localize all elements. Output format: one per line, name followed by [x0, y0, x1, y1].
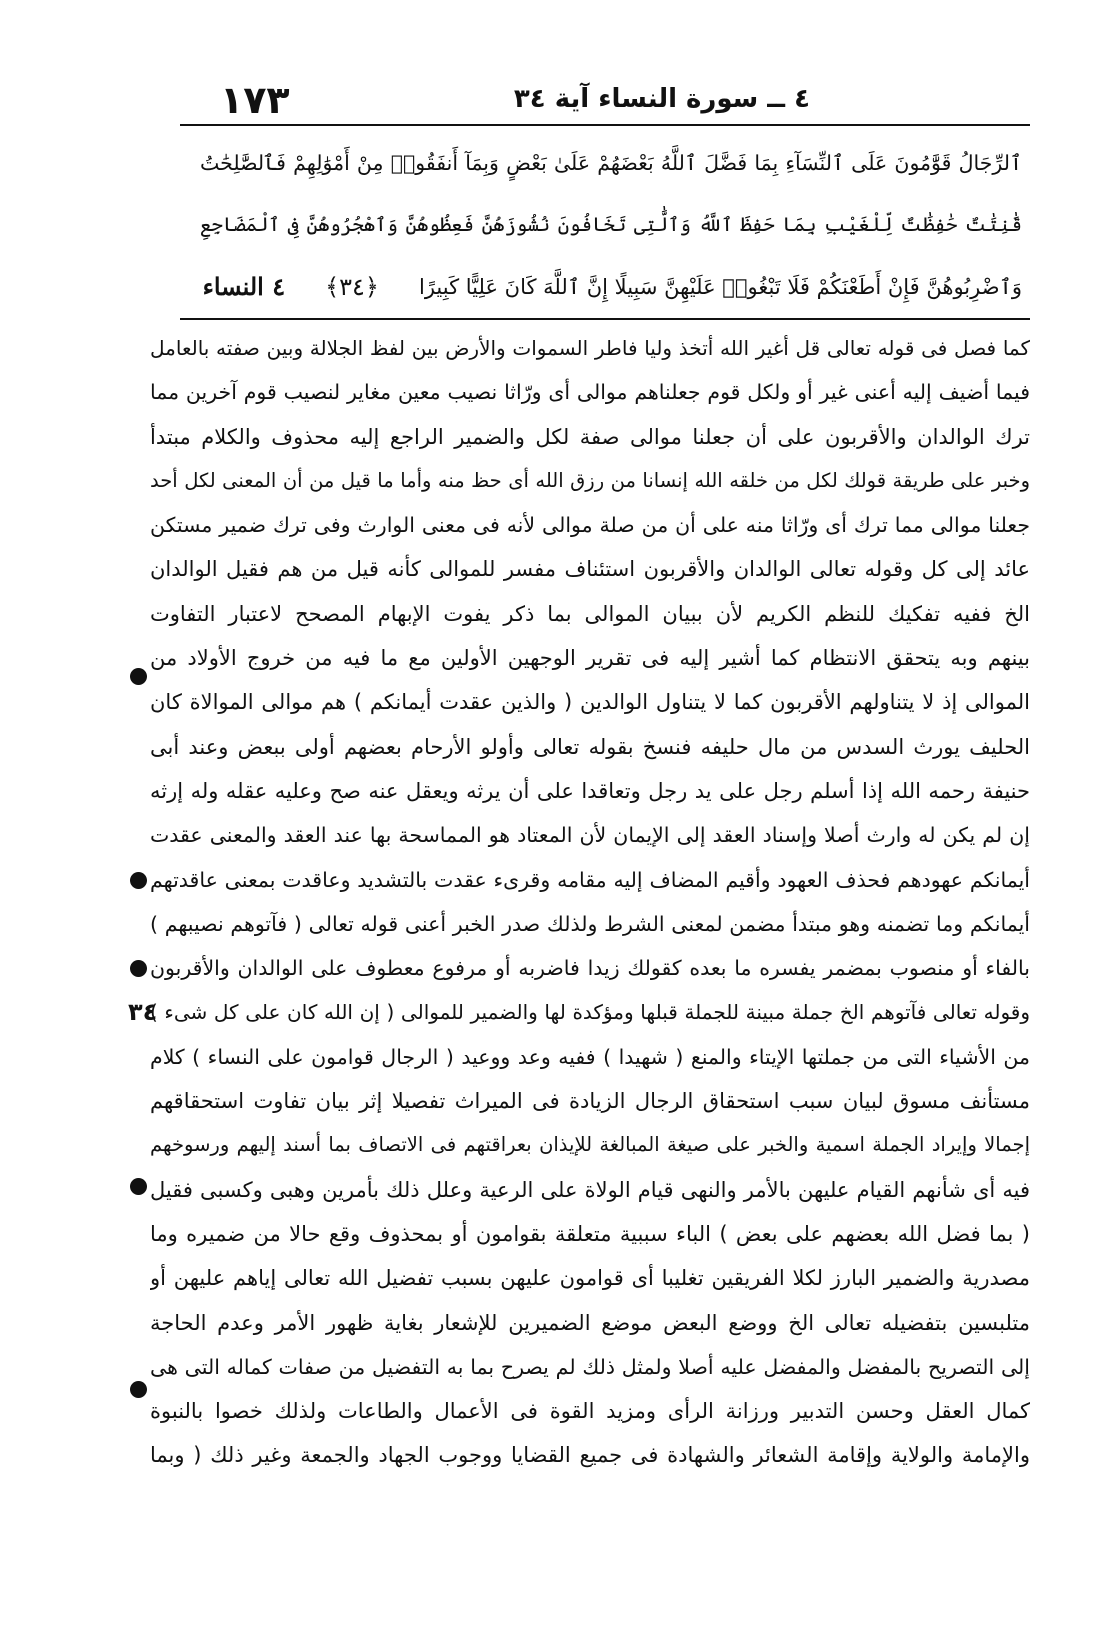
margin-bullet	[130, 668, 147, 685]
commentary-line: ( بما فضل الله بعضهم على بعض ) الباء سببية متعلقة بقوامون أو بمحذوف وقع حالا من ضميره وما	[150, 1221, 1030, 1246]
verse-rule	[180, 318, 1030, 320]
margin-bullet	[130, 960, 147, 977]
ayah-number-marker: ﴿٣٤﴾	[325, 273, 379, 301]
margin-bullet	[130, 1381, 147, 1398]
commentary-line: وخبر على طريقة قولك لكل من خلقه الله إنسانا من رزق الله أى حظ منه وأما ما قيل من أن المعنى لكل أحد	[150, 468, 1030, 492]
page-number: ١٧٣	[220, 78, 290, 122]
page-header	[180, 78, 1030, 124]
verse-text: وَٱضْرِبُوهُنَّ فَإِنْ أَطَعْنَكُمْ فَلَا تَبْغُوا۟ عَلَيْهِنَّ سَبِيلًا إِنَّ ٱللَّهَ كَانَ عَلِيًّا كَبِيرًا	[418, 275, 1022, 299]
quran-verse-block	[200, 132, 1022, 318]
commentary-line: إلى التصريح بالمفضل والمفضل عليه أصلا ولمثل ذلك لم يصرح بما به التفضيل من صفات كماله التى هى	[150, 1354, 1030, 1379]
commentary-line: أيمانكم عهودهم فحذف العهود وأقيم المضاف إليه مقامه وقرىء عقدت بالتشديد وعاقدت بمعنى عاقدتهم	[150, 867, 1030, 892]
verse-line: ٱلرِّجَالُ قَوَّٰمُونَ عَلَى ٱلنِّسَآءِ بِمَا فَضَّلَ ٱللَّهُ بَعْضَهُمْ عَلَىٰ بَعْضٍ وَبِمَآ أَنفَقُوا۟ مِنْ أَمْوَٰلِهِمْ فَٱلصَّٰلِحَٰتُ	[200, 151, 1022, 175]
commentary-line: فيما أضيف إليه أعنى غير أو ولكل قوم جعلناهم موالى أى ورّاثا نصيب معين مغاير لنصيب قوم آخرين مما	[150, 380, 1030, 405]
commentary-block	[150, 326, 1030, 1478]
commentary-line: مصدرية والضمير البارز لكلا الفريقين تغليبا أى قوامون عليهن بسبب تفضيل الله تعالى إياهم عليهن أو	[150, 1266, 1030, 1291]
commentary-line: متلبسين بتفضيله تعالى الخ ووضع البعض موضع الضميرين للإشعار بغاية ظهور الأمر وعدم الحاجة	[150, 1310, 1030, 1335]
commentary-line: بالفاء أو منصوب بمضمر يفسره ما بعده كقولك زيدا فاضربه أو مرفوع معطوف على الوالدان والأقربون	[150, 956, 1030, 981]
sura-reference: ٤ النساء	[202, 272, 286, 301]
commentary-line: إن لم يكن له وارث أصلا وإسناد العقد إلى الإيمان لأن المعتاد هو المماسحة بها عند العقد والمعنى عقدت	[150, 823, 1030, 848]
commentary-line: عائد إلى كل وقوله تعالى الوالدان والأقربون استئناف مفسر للموالى كأنه قيل من هم فقيل الوالدان	[150, 557, 1030, 582]
commentary-line: من الأشياء التى من جملتها الإيتاء والمنع ( شهيدا ) ففيه وعد ووعيد ( الرجال قوامون على النساء ) كلام	[150, 1044, 1030, 1069]
commentary-line: ترك الوالدان والأقربون على أن جعلنا موالى صفة لكل والضمير الراجع إليه محذوف والكلام مبتدأ	[150, 424, 1030, 449]
margin-bullet	[130, 872, 147, 889]
verse-line-last	[200, 256, 1022, 318]
commentary-line: بينهم وبه يتحقق الانتظام كما أشير إليه فى تقرير الوجهين الأولين مع ما فيه من خروج الأولاد من	[150, 646, 1030, 671]
commentary-line: فيه أى شأنهم القيام عليهن بالأمر والنهى قيام الولاة على الرعية وعلل ذلك بأمرين وهبى وكسبى فقيل	[150, 1177, 1030, 1202]
commentary-line: أيمانكم وما تضمنه وهو مبتدأ مضمن لمعنى الشرط ولذلك صدر الخبر أعنى قوله تعالى ( فآتوهم نصيبهم )	[150, 911, 1030, 936]
commentary-line: كما فصل فى قوله تعالى قل أغير الله أتخذ وليا فاطر السموات والأرض بين لفظ الجلالة وبين صفته بالعامل	[150, 336, 1030, 360]
commentary-line: مستأنف مسوق لبيان سبب استحقاق الرجال الزيادة فى الميراث تفصيلا إثر بيان تفاوت استحقاقهم	[150, 1089, 1030, 1114]
margin-bullet	[130, 1178, 147, 1195]
commentary-line: جعلنا موالى مما ترك أى ورّاثا منه على أن من صلة موالى لأنه فى معنى الوارث وفى ترك ضمير مستكن	[150, 513, 1030, 538]
commentary-line: إجمالا وإيراد الجملة اسمية والخبر على صيغة المبالغة للإيذان بعراقتهم فى الاتصاف بما أسند إليهم ورسوخهم	[150, 1133, 1030, 1157]
verse-line: قَٰنِتَٰتٌ حَٰفِظَٰتٌ لِّلْغَيْبِ بِمَا حَفِظَ ٱللَّهُ وَٱلَّٰتِى تَخَافُونَ نُشُوزَهُنَّ فَعِظُوهُنَّ وَٱهْجُرُوهُنَّ فِى ٱلْمَضَاجِعِ	[200, 213, 1022, 236]
commentary-line: وقوله تعالى فآتوهم الخ جملة مبينة للجملة قبلها ومؤكدة لها والضمير للموالى ( إن الله كان على كل شىء )	[150, 1000, 1030, 1025]
commentary-line: حنيفة رحمه الله إذا أسلم رجل على يد رجل وتعاقدا على أن يرثه ويعقل عنه صح وعليه عقله وله إرثه	[150, 778, 1030, 803]
margin-ayah-number: ٣٤	[128, 998, 158, 1026]
commentary-line: كمال العقل وحسن التدبير ورزانة الرأى ومزيد القوة فى الأعمال والطاعات ولذلك خصوا بالنبوة	[150, 1399, 1030, 1424]
commentary-line: والإمامة والولاية وإقامة الشعائر والشهادة فى جميع القضايا ووجوب الجهاد والجمعة وغير ذلك ( وبما	[150, 1443, 1030, 1468]
commentary-line: الموالى إذ لا يتناولهم الأقربون كما لا يتناول الوالدين ( والذين عقدت أيمانكم ) هم موالى الموالاة كان	[150, 690, 1030, 715]
running-title: ٤ ــ سورة النساء آية ٣٤	[513, 84, 810, 114]
commentary-line: الخ ففيه تفكيك للنظم الكريم لأن ببيان الموالى بما ذكر يفوت الإبهام المصحح لاعتبار التفاوت	[150, 601, 1030, 626]
header-rule	[180, 124, 1030, 126]
commentary-line: الحليف يورث السدس من مال حليفه فنسخ بقوله تعالى وأولو الأرحام بعضهم أولى ببعض وعند أبى	[150, 734, 1030, 759]
